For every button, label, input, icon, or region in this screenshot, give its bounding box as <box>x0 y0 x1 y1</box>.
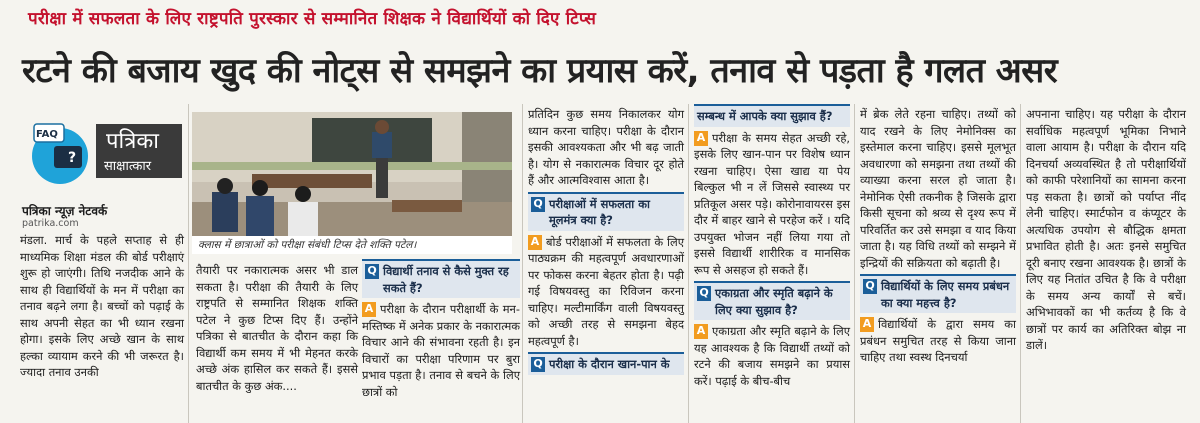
article-column-7 <box>1026 106 1186 354</box>
answer-block <box>860 316 1016 366</box>
answer-badge: A <box>694 324 708 339</box>
byline-site: patrika.com <box>22 218 79 229</box>
photo-caption: क्लास में छात्राओं को परीक्षा संबंधी टिप्स देते शक्ति पटेल। <box>192 236 512 254</box>
answer-badge: A <box>528 235 542 250</box>
question-badge: Q <box>697 286 711 301</box>
question-box <box>528 352 684 375</box>
svg-text:पत्रिका: पत्रिका <box>106 129 159 154</box>
question-text: विद्यार्थियों के लिए समय प्रबंधन का क्या महत्त्व है? <box>881 279 1010 310</box>
column-divider <box>854 104 855 423</box>
answer-text: परीक्षा के दौरान परीक्षार्थी के मन-मस्तिष्क में अनेक प्रकार के नकारात्मक विचार आने की संभावना रहती है। इन विचारों का परीक्षा परिणाम पर बुरा प्रभाव पड़ता है। तनाव से बचने के लिए छात्रों को <box>362 302 520 399</box>
article-column-6 <box>860 106 1016 366</box>
headline: रटने की बजाय खुद की नोट्स से समझने का प्रयास करें, तनाव से पड़ता है गलत असर <box>22 51 1058 91</box>
answer-text: परीक्षा के समय सेहत अच्छी रहे, इसके लिए खान-पान पर विशेष ध्यान रखना चाहिए। ऐसा खाद्य या पेय बिल्कुल भी न लें जिससे स्वास्थ्य पर प्रतिकूल असर पड़े। कोरोनावायरस इस दौर में बाहर खाने से परहेज करें । यदि उपयुक्त भोजन नहीं लिया गया तो इससे विद्यार्थी शारीरिक व मानसिक रूप से असहज हो सकते हैं। <box>694 130 850 277</box>
question-text: परीक्षाओं में सफलता का मूलमंत्र क्या है? <box>549 196 650 227</box>
question-box <box>694 281 850 320</box>
answer-block <box>694 323 850 389</box>
question-text: एकाग्रता और स्मृति बढ़ाने के लिए क्या सुझाव है? <box>715 286 833 317</box>
answer-text: बोर्ड परीक्षाओं में सफलता के लिए पाठ्यक्रम की महत्वपूर्ण अवधारणाओं पर फोकस करना बेहतर होता है। पढ़ी गई विषयवस्तु का रिविजन करना चाहिए। मल्टीमार्किंग वाली विषयवस्तु को अच्छी तरह से समझना बेहद महत्वपूर्ण है। <box>528 234 684 348</box>
kicker-line: परीक्षा में सफलता के लिए राष्ट्रपति पुरस्कार से सम्मानित शिक्षक ने विद्यार्थियों को दिए टिप्स <box>28 9 597 29</box>
svg-text:साक्षात्कार: साक्षात्कार <box>104 159 152 174</box>
question-badge: Q <box>863 279 877 294</box>
article-intro: मंडला. मार्च के पहले सप्ताह से ही माध्यमिक शिक्षा मंडल की बोर्ड परीक्षाएं शुरू हो जाएंगी। तिथि नजदीक आने के साथ ही विद्यार्थियों के मन में परीक्षा का तनाव बढ़ने लगा है। बच्चों को पढ़ाई के साथ अपनी सेहत का भी ध्यान रखना होगा। इसके लिए अच्छे खान के साथ हल्का व्यायाम करने की भी जरूरत है। ज्यादा तनाव उनकी <box>20 233 184 379</box>
question-text: विद्यार्थी तनाव से कैसे मुक्त रह सकते हैं? <box>383 264 509 295</box>
article-text: प्रतिदिन कुछ समय निकालकर योग ध्यान करना चाहिए। परीक्षा के दौरान इसकी आवश्यकता और भी बढ़ जाती है। योग से नकारात्मक विचार दूर होते हैं और आत्मविश्वास आता है। <box>528 107 684 187</box>
question-box <box>528 192 684 231</box>
byline-network: पत्रिका न्यूज़ नेटवर्क <box>22 204 108 218</box>
question-badge: Q <box>531 197 545 212</box>
article-text: में ब्रेक लेते रहना चाहिए। तथ्यों को याद रखने के लिए नेमोनिक्स का इस्तेमाल करना चाहिए। इससे मूलभूत अवधारणा को समझना तथा तथ्यों की व्याख्या करना सरल हो जाता है। नेमोनिक ऐसी तकनीक है जिसके द्वारा किसी सूचना को श्रव्य से दृश्य रूप में परिवर्तित कर उसे समझा व याद किया जाता है। यह विधि तथ्यों को सम्झने में इन्द्रियों की सक्रियता को बढ़ाती है। <box>860 107 1016 270</box>
question-badge: Q <box>365 264 379 279</box>
question-box <box>362 259 520 298</box>
svg-text:?: ? <box>68 150 77 166</box>
answer-block <box>694 130 850 279</box>
article-column-5 <box>694 104 850 389</box>
article-column-2 <box>196 262 358 394</box>
question-text: सम्बन्ध में आपके क्या सुझाव हैं? <box>697 109 833 123</box>
answer-text: एकाग्रता और स्मृति बढ़ाने के लिए यह आवश्यक है कि विद्यार्थी तथ्यों को रटने की बजाय समझने का प्रयास करें। पढ़ाई के बीच-बीच <box>694 324 850 388</box>
answer-badge: A <box>362 302 376 317</box>
article-column-4 <box>528 106 684 378</box>
article-text: अपनाना चाहिए। यह परीक्षा के दौरान सर्वाधिक महत्वपूर्ण भूमिका निभाने वाला आयाम है। परीक्षा के दौरान यदि दिनचर्या अव्यवस्थित है तो परीक्षार्थियों को काफी परेशानियों का सामना करना पड़ सकता है। छात्रों को पर्याप्त नींद लेनी चाहिए। स्मार्टफोन व कंप्यूटर के अत्यधिक उपयोग से बौद्धिक क्षमता प्रभावित होती है। अतः इनसे समुचित दूरी बनाए रखना आवश्यक है। छात्रों के लिए यह नितांत उचित है कि वे परीक्षा के समय अन्य कार्यों से बचें। अभिभावकों का भी कर्तव्य है कि वे छात्रों पर कार्य का अतिरिक्त बोझ ना डालें। <box>1026 107 1186 352</box>
question-box <box>860 274 1016 313</box>
svg-text:FAQ: FAQ <box>36 129 58 140</box>
column-divider <box>522 104 523 423</box>
article-text: तैयारी पर नकारात्मक असर भी डाल सकता है। परीक्षा की तैयारी के लिए राष्ट्रपति से सम्मानित शिक्षक शक्ति पटेल ने कुछ टिप्स दिए हैं। उन्होंने पत्रिका से बातचीत के दौरान कहा कि विद्यार्थी कम समय में भी मेहनत करके अच्छे अंक हासिल कर सकते हैं। इससे बातचीत के कुछ अंक.... <box>196 263 358 393</box>
answer-badge: A <box>860 317 874 332</box>
answer-badge: A <box>694 131 708 146</box>
column-divider <box>688 104 689 423</box>
column-divider <box>188 104 189 423</box>
question-text: परीक्षा के दौरान खान-पान के <box>549 357 670 371</box>
patrika-sakshatkar-logo <box>20 112 190 196</box>
answer-text: विद्यार्थियों के द्वारा समय का प्रबंधन समुचित तरह से किया जाना चाहिए तथा स्वस्थ दिनचर्या <box>860 317 1016 364</box>
article-column-3 <box>362 256 520 400</box>
column-divider <box>1020 104 1021 423</box>
answer-block <box>362 301 520 400</box>
article-column-1 <box>20 232 184 381</box>
question-box <box>694 104 850 127</box>
question-badge: Q <box>531 357 545 372</box>
classroom-photo <box>192 112 512 250</box>
faq-chat-icon <box>20 112 190 196</box>
answer-block <box>528 234 684 350</box>
